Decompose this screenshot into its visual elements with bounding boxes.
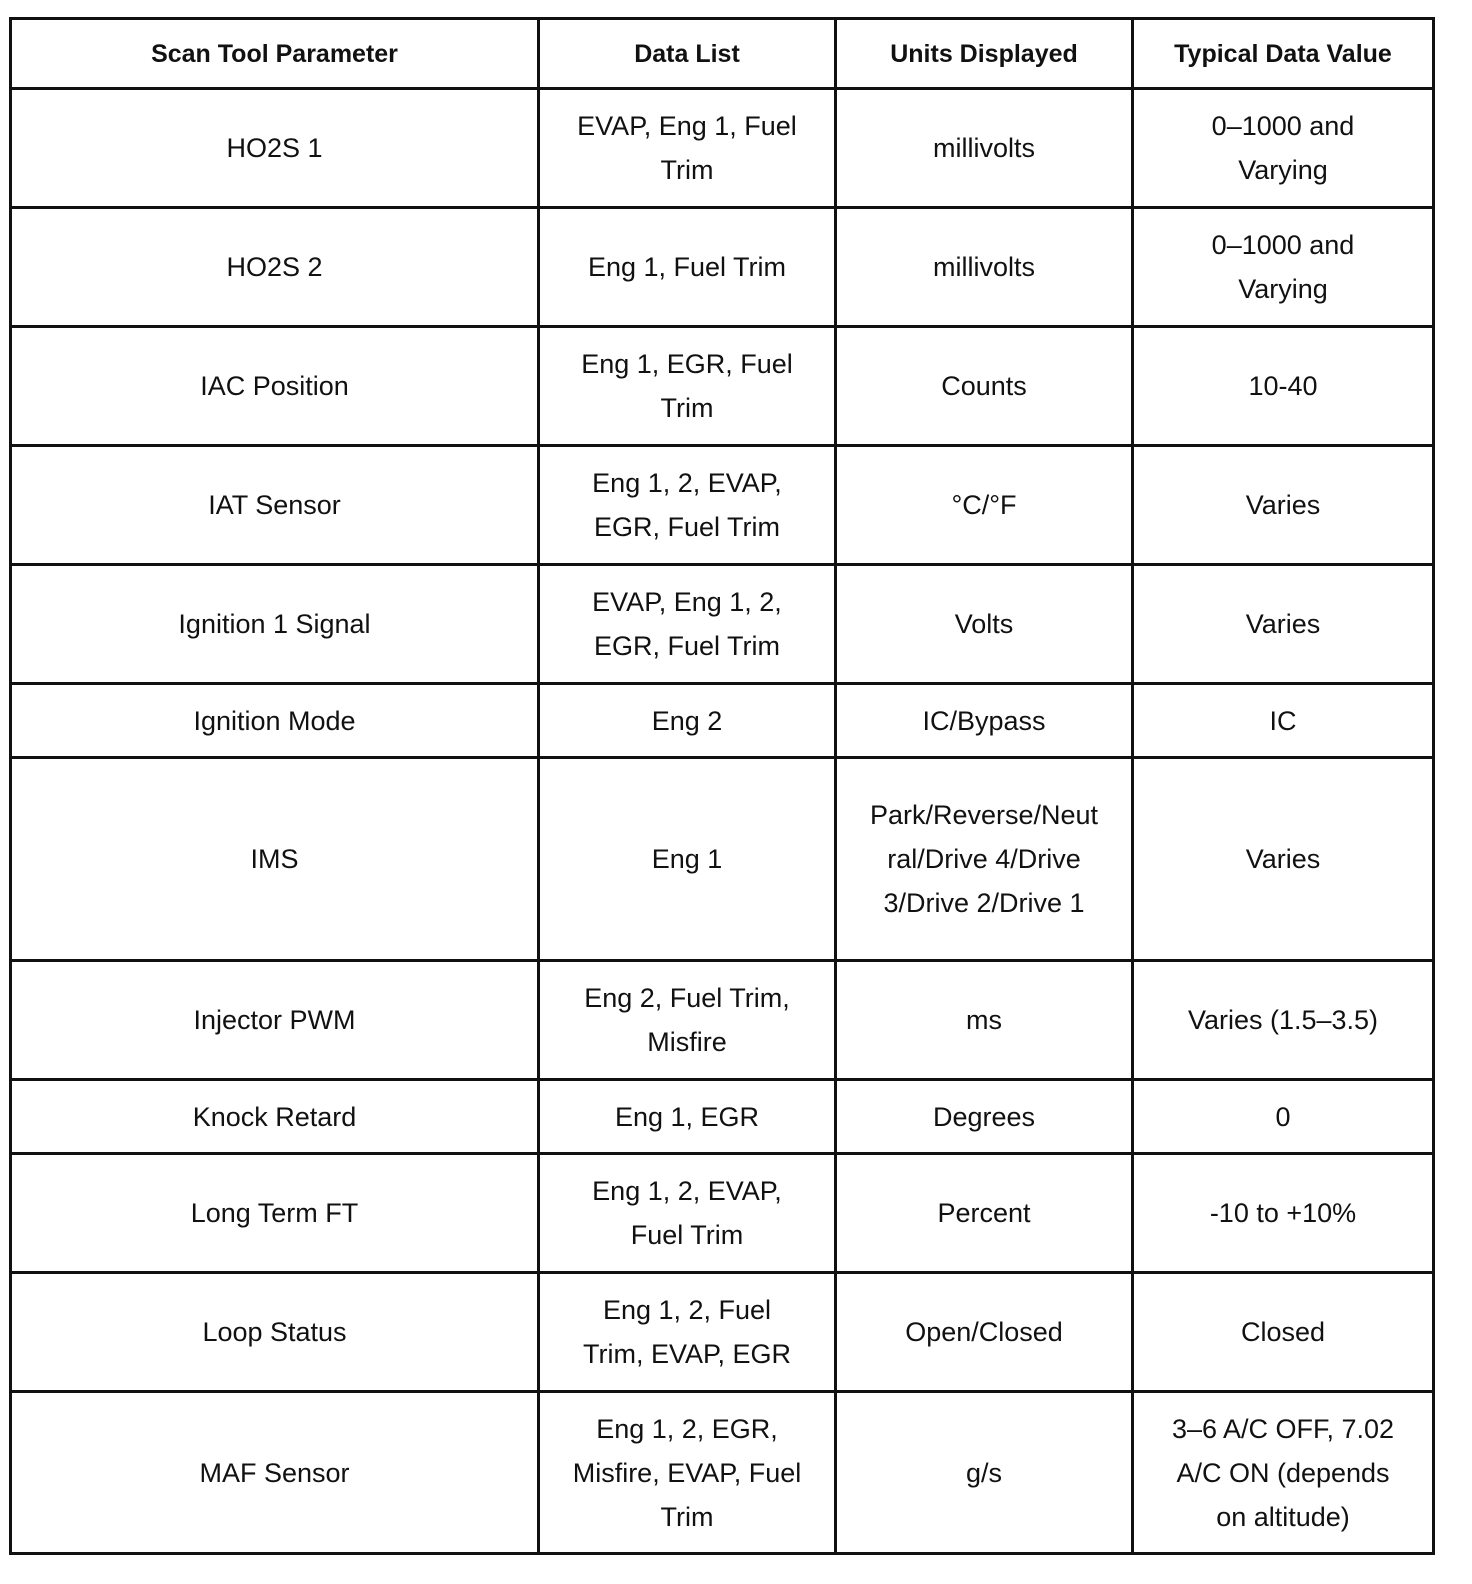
- table-row: [11, 208, 1434, 327]
- cell-units: Volts: [836, 565, 1133, 684]
- header-data-list: Data List: [539, 19, 836, 89]
- cell-data-list: Eng 1, 2, EVAP, EGR, Fuel Trim: [539, 446, 836, 565]
- cell-parameter: Ignition Mode: [11, 684, 539, 758]
- cell-parameter: Loop Status: [11, 1273, 539, 1392]
- cell-units: g/s: [836, 1392, 1133, 1554]
- cell-units: Percent: [836, 1154, 1133, 1273]
- cell-units: millivolts: [836, 89, 1133, 208]
- cell-units: IC/Bypass: [836, 684, 1133, 758]
- cell-data-list: Eng 1, EGR, Fuel Trim: [539, 327, 836, 446]
- cell-parameter: Injector PWM: [11, 961, 539, 1080]
- cell-data-list: Eng 1, Fuel Trim: [539, 208, 836, 327]
- cell-data-list: Eng 2, Fuel Trim, Misfire: [539, 961, 836, 1080]
- header-scan-tool-parameter: Scan Tool Parameter: [11, 19, 539, 89]
- cell-data-list: EVAP, Eng 1, Fuel Trim: [539, 89, 836, 208]
- table-row: [11, 565, 1434, 684]
- cell-parameter: HO2S 1: [11, 89, 539, 208]
- cell-typical-value: 0–1000 and Varying: [1133, 208, 1434, 327]
- cell-data-list: Eng 1, 2, EVAP, Fuel Trim: [539, 1154, 836, 1273]
- table-row: [11, 1154, 1434, 1273]
- cell-typical-value: Varies: [1133, 565, 1434, 684]
- cell-parameter: MAF Sensor: [11, 1392, 539, 1554]
- cell-parameter: IMS: [11, 758, 539, 961]
- cell-typical-value: Closed: [1133, 1273, 1434, 1392]
- header-typical-data-value: Typical Data Value: [1133, 19, 1434, 89]
- cell-typical-value: Varies: [1133, 446, 1434, 565]
- cell-data-list: Eng 1: [539, 758, 836, 961]
- table-row: [11, 1392, 1434, 1554]
- cell-typical-value: IC: [1133, 684, 1434, 758]
- table-row: [11, 684, 1434, 758]
- cell-data-list: Eng 1, 2, EGR, Misfire, EVAP, Fuel Trim: [539, 1392, 836, 1554]
- cell-parameter: IAC Position: [11, 327, 539, 446]
- cell-typical-value: Varies: [1133, 758, 1434, 961]
- cell-units: Open/Closed: [836, 1273, 1133, 1392]
- table-header-row: [11, 19, 1434, 89]
- table-row: [11, 89, 1434, 208]
- cell-typical-value: Varies (1.5–3.5): [1133, 961, 1434, 1080]
- cell-parameter: HO2S 2: [11, 208, 539, 327]
- scan-tool-data-table: [9, 17, 1435, 1555]
- table-row: [11, 327, 1434, 446]
- cell-typical-value: 0: [1133, 1080, 1434, 1154]
- cell-typical-value: 0–1000 and Varying: [1133, 89, 1434, 208]
- cell-data-list: Eng 1, EGR: [539, 1080, 836, 1154]
- cell-units: millivolts: [836, 208, 1133, 327]
- cell-parameter: IAT Sensor: [11, 446, 539, 565]
- table-row: [11, 1273, 1434, 1392]
- header-units-displayed: Units Displayed: [836, 19, 1133, 89]
- cell-parameter: Ignition 1 Signal: [11, 565, 539, 684]
- cell-typical-value: -10 to +10%: [1133, 1154, 1434, 1273]
- cell-parameter: Knock Retard: [11, 1080, 539, 1154]
- cell-data-list: Eng 1, 2, Fuel Trim, EVAP, EGR: [539, 1273, 836, 1392]
- table-row: [11, 446, 1434, 565]
- table-row: [11, 758, 1434, 961]
- cell-units: °C/°F: [836, 446, 1133, 565]
- cell-typical-value: 10-40: [1133, 327, 1434, 446]
- cell-units: ms: [836, 961, 1133, 1080]
- table-body: [11, 89, 1434, 1554]
- cell-data-list: Eng 2: [539, 684, 836, 758]
- cell-data-list: EVAP, Eng 1, 2, EGR, Fuel Trim: [539, 565, 836, 684]
- cell-units: Degrees: [836, 1080, 1133, 1154]
- cell-units: Counts: [836, 327, 1133, 446]
- cell-parameter: Long Term FT: [11, 1154, 539, 1273]
- table-row: [11, 961, 1434, 1080]
- scan-tool-table-container: [9, 17, 1432, 1555]
- table-row: [11, 1080, 1434, 1154]
- cell-units: Park/Reverse/Neut ral/Drive 4/Drive 3/Drive 2/Drive 1: [836, 758, 1133, 961]
- cell-typical-value: 3–6 A/C OFF, 7.02 A/C ON (depends on altitude): [1133, 1392, 1434, 1554]
